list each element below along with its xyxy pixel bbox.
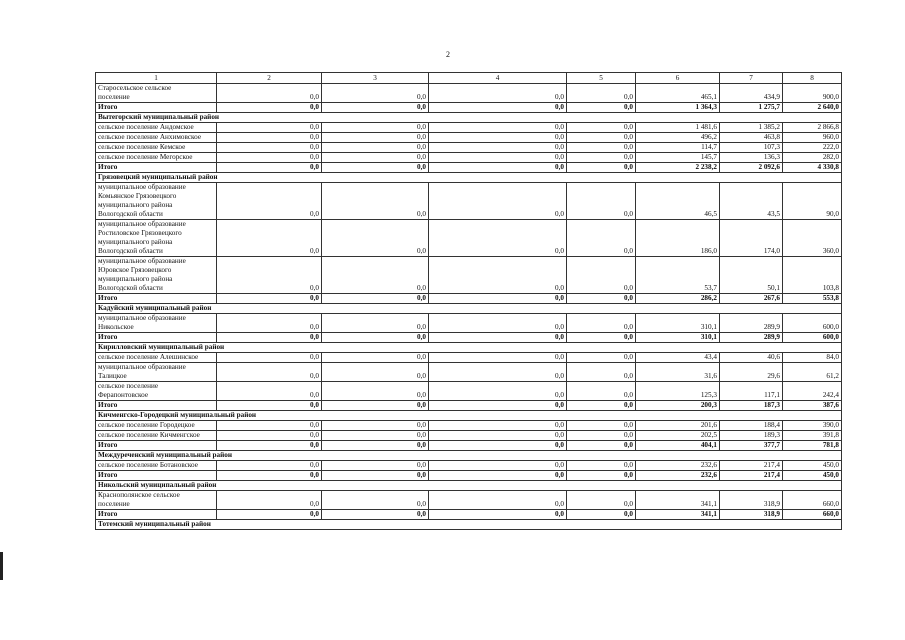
amount-cell-col-6: 465,1 <box>636 84 720 103</box>
amount-cell-col-7: 136,3 <box>720 153 783 163</box>
total-row <box>96 103 842 113</box>
amount-cell-col-4: 0,0 <box>429 183 567 220</box>
amount-cell-col-6: 186,0 <box>636 220 720 257</box>
amount-cell-col-3: 0,0 <box>322 353 429 363</box>
amount-cell-col-2: 0,0 <box>217 401 322 411</box>
amount-cell-col-3: 0,0 <box>322 123 429 133</box>
amount-cell-col-6: 145,7 <box>636 153 720 163</box>
amount-cell-col-4: 0,0 <box>429 363 567 382</box>
district-section-row <box>96 113 842 123</box>
total-label: Итого <box>96 401 217 411</box>
amount-cell-col-4: 0,0 <box>429 421 567 431</box>
settlement-name: сельское поселение Ферапонтовское <box>96 382 217 401</box>
amount-cell-col-5: 0,0 <box>567 333 636 343</box>
header-cell: 4 <box>429 73 567 84</box>
amount-cell-col-3: 0,0 <box>322 163 429 173</box>
district-title: Междуреченский муниципальный район <box>96 451 842 461</box>
amount-cell-col-7: 117,1 <box>720 382 783 401</box>
total-row <box>96 441 842 451</box>
amount-cell-col-4: 0,0 <box>429 84 567 103</box>
amount-cell-col-3: 0,0 <box>322 461 429 471</box>
settlement-row <box>96 461 842 471</box>
amount-cell-col-4: 0,0 <box>429 143 567 153</box>
amount-cell-col-6: 2 238,2 <box>636 163 720 173</box>
amount-cell-col-3: 0,0 <box>322 294 429 304</box>
amount-cell-col-2: 0,0 <box>217 143 322 153</box>
amount-cell-col-4: 0,0 <box>429 382 567 401</box>
amount-cell-col-6: 125,3 <box>636 382 720 401</box>
amount-cell-col-2: 0,0 <box>217 510 322 520</box>
amount-cell-col-3: 0,0 <box>322 401 429 411</box>
amount-cell-col-8: 660,0 <box>783 510 842 520</box>
budget-table <box>95 72 842 530</box>
amount-cell-col-6: 53,7 <box>636 257 720 294</box>
amount-cell-col-3: 0,0 <box>322 333 429 343</box>
settlement-row <box>96 123 842 133</box>
amount-cell-col-7: 107,3 <box>720 143 783 153</box>
amount-cell-col-2: 0,0 <box>217 421 322 431</box>
amount-cell-col-8: 450,0 <box>783 471 842 481</box>
settlement-name: сельское поселение Анхимовское <box>96 133 217 143</box>
amount-cell-col-6: 341,1 <box>636 491 720 510</box>
settlement-row <box>96 353 842 363</box>
district-title: Кичменгско-Городецкий муниципальный район <box>96 411 842 421</box>
amount-cell-col-4: 0,0 <box>429 133 567 143</box>
total-row <box>96 510 842 520</box>
settlement-name: муниципальное образование Никольское <box>96 314 217 333</box>
amount-cell-col-4: 0,0 <box>429 333 567 343</box>
amount-cell-col-7: 217,4 <box>720 471 783 481</box>
amount-cell-col-4: 0,0 <box>429 153 567 163</box>
district-title: Никольский муниципальный район <box>96 481 842 491</box>
amount-cell-col-8: 90,0 <box>783 183 842 220</box>
amount-cell-col-8: 450,0 <box>783 461 842 471</box>
settlement-row <box>96 153 842 163</box>
amount-cell-col-6: 232,6 <box>636 461 720 471</box>
total-row <box>96 333 842 343</box>
district-title: Кирилловский муниципальный район <box>96 343 842 353</box>
amount-cell-col-8: 282,0 <box>783 153 842 163</box>
settlement-row <box>96 143 842 153</box>
amount-cell-col-7: 2 092,6 <box>720 163 783 173</box>
header-cell: 8 <box>783 73 842 84</box>
amount-cell-col-8: 103,8 <box>783 257 842 294</box>
amount-cell-col-8: 391,8 <box>783 431 842 441</box>
amount-cell-col-3: 0,0 <box>322 363 429 382</box>
amount-cell-col-4: 0,0 <box>429 314 567 333</box>
district-section-row <box>96 411 842 421</box>
amount-cell-col-3: 0,0 <box>322 143 429 153</box>
settlement-name: сельское поселение Мегорское <box>96 153 217 163</box>
amount-cell-col-3: 0,0 <box>322 153 429 163</box>
amount-cell-col-5: 0,0 <box>567 220 636 257</box>
amount-cell-col-7: 43,5 <box>720 183 783 220</box>
total-label: Итого <box>96 163 217 173</box>
amount-cell-col-6: 496,2 <box>636 133 720 143</box>
amount-cell-col-6: 114,7 <box>636 143 720 153</box>
total-label: Итого <box>96 441 217 451</box>
amount-cell-col-8: 222,0 <box>783 143 842 153</box>
amount-cell-col-2: 0,0 <box>217 461 322 471</box>
amount-cell-col-2: 0,0 <box>217 123 322 133</box>
district-section-row <box>96 481 842 491</box>
amount-cell-col-4: 0,0 <box>429 103 567 113</box>
header-cell: 6 <box>636 73 720 84</box>
amount-cell-col-7: 289,9 <box>720 314 783 333</box>
amount-cell-col-3: 0,0 <box>322 431 429 441</box>
amount-cell-col-7: 187,3 <box>720 401 783 411</box>
amount-cell-col-4: 0,0 <box>429 471 567 481</box>
total-row <box>96 471 842 481</box>
settlement-row <box>96 183 842 220</box>
amount-cell-col-8: 900,0 <box>783 84 842 103</box>
amount-cell-col-5: 0,0 <box>567 123 636 133</box>
amount-cell-col-6: 202,5 <box>636 431 720 441</box>
amount-cell-col-7: 377,7 <box>720 441 783 451</box>
amount-cell-col-2: 0,0 <box>217 491 322 510</box>
district-title: Тотемский муниципальный район <box>96 520 842 530</box>
table-header-row <box>96 73 842 84</box>
amount-cell-col-6: 286,2 <box>636 294 720 304</box>
amount-cell-col-5: 0,0 <box>567 314 636 333</box>
amount-cell-col-3: 0,0 <box>322 491 429 510</box>
amount-cell-col-8: 600,0 <box>783 314 842 333</box>
amount-cell-col-8: 360,0 <box>783 220 842 257</box>
amount-cell-col-7: 267,6 <box>720 294 783 304</box>
amount-cell-col-2: 0,0 <box>217 363 322 382</box>
amount-cell-col-5: 0,0 <box>567 401 636 411</box>
amount-cell-col-7: 40,6 <box>720 353 783 363</box>
amount-cell-col-6: 1 481,6 <box>636 123 720 133</box>
amount-cell-col-6: 404,1 <box>636 441 720 451</box>
amount-cell-col-2: 0,0 <box>217 84 322 103</box>
amount-cell-col-7: 29,6 <box>720 363 783 382</box>
amount-cell-col-7: 318,9 <box>720 491 783 510</box>
settlement-name: сельское поселение Ботановское <box>96 461 217 471</box>
amount-cell-col-5: 0,0 <box>567 363 636 382</box>
amount-cell-col-2: 0,0 <box>217 163 322 173</box>
amount-cell-col-2: 0,0 <box>217 353 322 363</box>
header-cell: 1 <box>96 73 217 84</box>
amount-cell-col-5: 0,0 <box>567 183 636 220</box>
settlement-name: муниципальное образование Комьянское Грязовецкого муниципального района Вологодской области <box>96 183 217 220</box>
amount-cell-col-3: 0,0 <box>322 382 429 401</box>
amount-cell-col-3: 0,0 <box>322 133 429 143</box>
settlement-name: сельское поселение Алешинское <box>96 353 217 363</box>
amount-cell-col-3: 0,0 <box>322 183 429 220</box>
amount-cell-col-8: 781,8 <box>783 441 842 451</box>
header-cell: 2 <box>217 73 322 84</box>
amount-cell-col-5: 0,0 <box>567 257 636 294</box>
amount-cell-col-8: 61,2 <box>783 363 842 382</box>
amount-cell-col-4: 0,0 <box>429 294 567 304</box>
amount-cell-col-7: 1 385,2 <box>720 123 783 133</box>
amount-cell-col-5: 0,0 <box>567 421 636 431</box>
settlement-name: сельское поселение Городецкое <box>96 421 217 431</box>
amount-cell-col-7: 188,4 <box>720 421 783 431</box>
amount-cell-col-4: 0,0 <box>429 401 567 411</box>
amount-cell-col-7: 463,8 <box>720 133 783 143</box>
settlement-name: муниципальное образование Талицкое <box>96 363 217 382</box>
amount-cell-col-8: 242,4 <box>783 382 842 401</box>
amount-cell-col-6: 232,6 <box>636 471 720 481</box>
amount-cell-col-7: 50,1 <box>720 257 783 294</box>
settlement-row <box>96 491 842 510</box>
amount-cell-col-4: 0,0 <box>429 461 567 471</box>
amount-cell-col-4: 0,0 <box>429 491 567 510</box>
amount-cell-col-5: 0,0 <box>567 153 636 163</box>
amount-cell-col-4: 0,0 <box>429 441 567 451</box>
amount-cell-col-8: 390,0 <box>783 421 842 431</box>
amount-cell-col-4: 0,0 <box>429 123 567 133</box>
total-label: Итого <box>96 103 217 113</box>
amount-cell-col-5: 0,0 <box>567 353 636 363</box>
amount-cell-col-2: 0,0 <box>217 133 322 143</box>
settlement-name: сельское поселение Кемское <box>96 143 217 153</box>
amount-cell-col-3: 0,0 <box>322 84 429 103</box>
settlement-row <box>96 314 842 333</box>
amount-cell-col-5: 0,0 <box>567 471 636 481</box>
total-row <box>96 294 842 304</box>
amount-cell-col-6: 46,5 <box>636 183 720 220</box>
settlement-name: муниципальное образование Юровское Грязовецкого муниципального района Вологодской области <box>96 257 217 294</box>
total-row <box>96 163 842 173</box>
amount-cell-col-8: 553,8 <box>783 294 842 304</box>
amount-cell-col-7: 289,9 <box>720 333 783 343</box>
amount-cell-col-3: 0,0 <box>322 510 429 520</box>
amount-cell-col-4: 0,0 <box>429 431 567 441</box>
amount-cell-col-5: 0,0 <box>567 491 636 510</box>
district-title: Кадуйский муниципальный район <box>96 304 842 314</box>
amount-cell-col-2: 0,0 <box>217 333 322 343</box>
amount-cell-col-5: 0,0 <box>567 510 636 520</box>
amount-cell-col-2: 0,0 <box>217 220 322 257</box>
amount-cell-col-6: 310,1 <box>636 314 720 333</box>
header-cell: 5 <box>567 73 636 84</box>
total-label: Итого <box>96 510 217 520</box>
amount-cell-col-6: 201,6 <box>636 421 720 431</box>
total-label: Итого <box>96 471 217 481</box>
amount-cell-col-5: 0,0 <box>567 103 636 113</box>
settlement-row <box>96 431 842 441</box>
amount-cell-col-2: 0,0 <box>217 153 322 163</box>
amount-cell-col-7: 189,3 <box>720 431 783 441</box>
amount-cell-col-5: 0,0 <box>567 431 636 441</box>
amount-cell-col-6: 31,6 <box>636 363 720 382</box>
total-label: Итого <box>96 294 217 304</box>
settlement-row <box>96 133 842 143</box>
settlement-row <box>96 84 842 103</box>
header-cell: 7 <box>720 73 783 84</box>
amount-cell-col-6: 341,1 <box>636 510 720 520</box>
district-title: Грязовецкий муниципальный район <box>96 173 842 183</box>
amount-cell-col-4: 0,0 <box>429 220 567 257</box>
amount-cell-col-8: 84,0 <box>783 353 842 363</box>
amount-cell-col-5: 0,0 <box>567 133 636 143</box>
amount-cell-col-8: 387,6 <box>783 401 842 411</box>
settlement-row <box>96 382 842 401</box>
amount-cell-col-5: 0,0 <box>567 143 636 153</box>
amount-cell-col-2: 0,0 <box>217 382 322 401</box>
settlement-row <box>96 421 842 431</box>
amount-cell-col-2: 0,0 <box>217 441 322 451</box>
district-section-row <box>96 173 842 183</box>
amount-cell-col-6: 43,4 <box>636 353 720 363</box>
amount-cell-col-3: 0,0 <box>322 441 429 451</box>
settlement-row <box>96 363 842 382</box>
district-title: Вытегорский муниципальный район <box>96 113 842 123</box>
amount-cell-col-2: 0,0 <box>217 183 322 220</box>
settlement-name: сельское поселение Андомское <box>96 123 217 133</box>
amount-cell-col-3: 0,0 <box>322 103 429 113</box>
amount-cell-col-2: 0,0 <box>217 294 322 304</box>
page-number: 2 <box>446 50 450 59</box>
amount-cell-col-6: 1 364,3 <box>636 103 720 113</box>
district-section-row <box>96 343 842 353</box>
settlement-row <box>96 220 842 257</box>
settlement-name: муниципальное образование Ростиловское Грязовецкого муниципального района Вологодской области <box>96 220 217 257</box>
amount-cell-col-5: 0,0 <box>567 163 636 173</box>
amount-cell-col-8: 2 640,0 <box>783 103 842 113</box>
amount-cell-col-2: 0,0 <box>217 471 322 481</box>
total-row <box>96 401 842 411</box>
district-section-row <box>96 520 842 530</box>
amount-cell-col-3: 0,0 <box>322 471 429 481</box>
settlement-name: Старосельское сельское поселение <box>96 84 217 103</box>
amount-cell-col-4: 0,0 <box>429 353 567 363</box>
amount-cell-col-5: 0,0 <box>567 382 636 401</box>
amount-cell-col-2: 0,0 <box>217 314 322 333</box>
amount-cell-col-5: 0,0 <box>567 84 636 103</box>
amount-cell-col-8: 2 866,8 <box>783 123 842 133</box>
amount-cell-col-6: 200,3 <box>636 401 720 411</box>
amount-cell-col-7: 174,0 <box>720 220 783 257</box>
amount-cell-col-5: 0,0 <box>567 294 636 304</box>
amount-cell-col-8: 4 330,8 <box>783 163 842 173</box>
table-body <box>96 73 842 530</box>
district-section-row <box>96 304 842 314</box>
amount-cell-col-3: 0,0 <box>322 314 429 333</box>
amount-cell-col-2: 0,0 <box>217 103 322 113</box>
header-cell: 3 <box>322 73 429 84</box>
total-label: Итого <box>96 333 217 343</box>
settlement-name: сельское поселение Кичменгское <box>96 431 217 441</box>
amount-cell-col-8: 600,0 <box>783 333 842 343</box>
amount-cell-col-5: 0,0 <box>567 461 636 471</box>
scan-margin-mark <box>0 552 3 580</box>
amount-cell-col-8: 660,0 <box>783 491 842 510</box>
amount-cell-col-8: 960,0 <box>783 133 842 143</box>
amount-cell-col-4: 0,0 <box>429 510 567 520</box>
settlement-name: Краснополянское сельское поселение <box>96 491 217 510</box>
amount-cell-col-6: 310,1 <box>636 333 720 343</box>
amount-cell-col-4: 0,0 <box>429 163 567 173</box>
amount-cell-col-4: 0,0 <box>429 257 567 294</box>
amount-cell-col-7: 1 275,7 <box>720 103 783 113</box>
amount-cell-col-5: 0,0 <box>567 441 636 451</box>
amount-cell-col-7: 217,4 <box>720 461 783 471</box>
amount-cell-col-7: 318,9 <box>720 510 783 520</box>
amount-cell-col-3: 0,0 <box>322 220 429 257</box>
amount-cell-col-2: 0,0 <box>217 431 322 441</box>
amount-cell-col-3: 0,0 <box>322 257 429 294</box>
district-section-row <box>96 451 842 461</box>
amount-cell-col-2: 0,0 <box>217 257 322 294</box>
amount-cell-col-3: 0,0 <box>322 421 429 431</box>
settlement-row <box>96 257 842 294</box>
amount-cell-col-7: 434,9 <box>720 84 783 103</box>
